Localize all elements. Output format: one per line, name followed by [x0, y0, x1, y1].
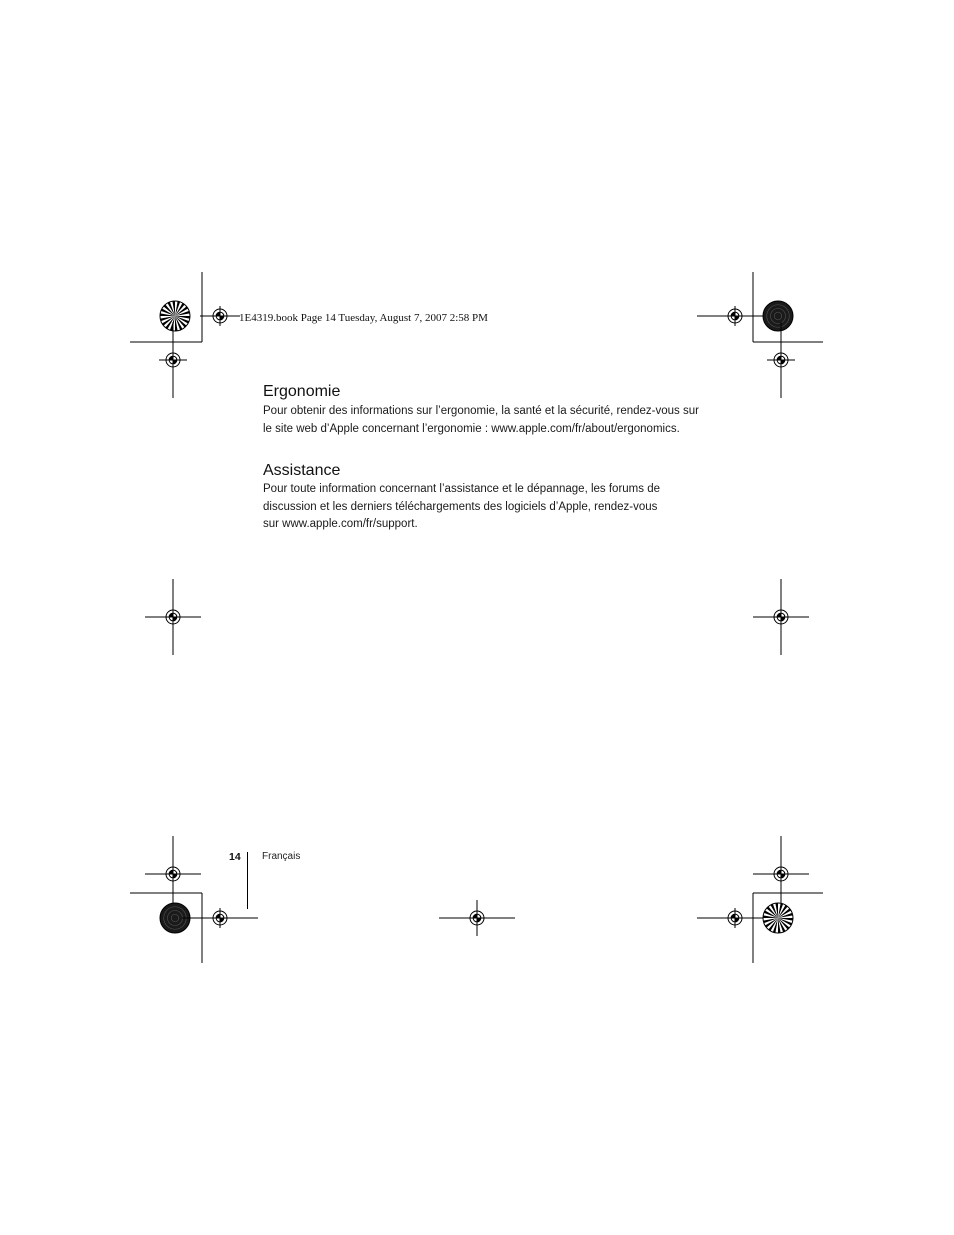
registration-mark-icon	[753, 579, 809, 655]
heading-ergonomie: Ergonomie	[263, 383, 341, 400]
registration-mark-icon	[200, 306, 240, 326]
heading-assistance: Assistance	[263, 462, 341, 479]
slug-line: 1E4319.book Page 14 Tuesday, August 7, 2007 2:58 PM	[239, 312, 488, 324]
registration-mark-icon	[697, 306, 773, 326]
paragraph-line: Pour toute information concernant l’assistance et le dépannage, les forums de	[263, 483, 660, 495]
registration-mark-icon	[753, 836, 809, 912]
registration-mark-icon	[697, 908, 773, 928]
paragraph-ergonomie	[263, 403, 713, 438]
paragraph-line: le site web d’Apple concernant l’ergonomie : www.apple.com/fr/about/ergonomics.	[263, 422, 680, 435]
starburst-target-icon	[160, 301, 190, 331]
registration-mark-icon	[159, 322, 187, 398]
starburst-target-icon	[763, 903, 793, 933]
paragraph-line: sur www.apple.com/fr/support.	[263, 518, 418, 530]
registration-mark-icon	[145, 579, 201, 655]
registration-mark-icon	[182, 908, 258, 928]
paragraph-line: discussion et les derniers téléchargements des logiciels d’Apple, rendez-vous	[263, 500, 658, 513]
footer-language: Français	[262, 851, 301, 862]
paragraph-assistance	[263, 481, 713, 534]
color-target-icon	[763, 301, 793, 331]
registration-mark-icon	[439, 900, 515, 936]
registration-mark-icon	[145, 836, 201, 912]
paragraph-line: Pour obtenir des informations sur l’ergonomie, la santé et la sécurité, rendez-vous sur	[263, 405, 699, 417]
registration-mark-icon	[767, 322, 795, 398]
footer-divider	[247, 852, 248, 909]
page-number: 14	[229, 851, 241, 863]
